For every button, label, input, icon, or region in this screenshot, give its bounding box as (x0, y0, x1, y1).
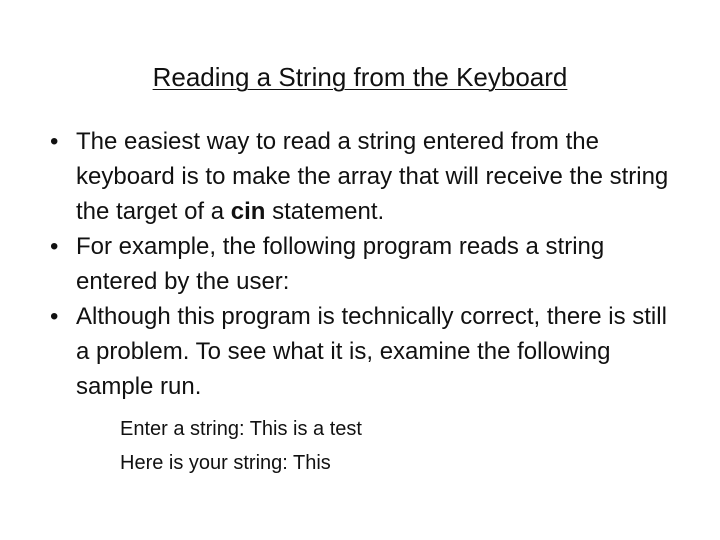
bullet-text: statement. (265, 198, 385, 225)
sample-run-output (120, 412, 362, 480)
bullet-text: The easiest way to read a string entered from the keyboard is to make the array that will receive the string the target of a (76, 128, 669, 225)
bullet-text: For example, the following program reads a string entered by the user: (76, 233, 605, 295)
bullet-item (0, 299, 676, 404)
bullet-marker: • (50, 303, 59, 330)
slide-title: Reading a String from the Keyboard (152, 62, 568, 92)
bullet-marker: • (50, 128, 59, 155)
sample-run-line: Enter a string: This is a test (120, 418, 362, 440)
bullet-text: Although this program is technically correct, there is still a problem. To see what it is, examine the following sample run. (76, 303, 667, 400)
bullet-list (0, 124, 720, 404)
code-keyword: cin (230, 198, 266, 225)
sample-run-line: Here is your string: This (120, 452, 331, 474)
bullet-item (0, 229, 676, 299)
bullet-item (0, 124, 676, 229)
bullet-marker: • (50, 233, 59, 260)
